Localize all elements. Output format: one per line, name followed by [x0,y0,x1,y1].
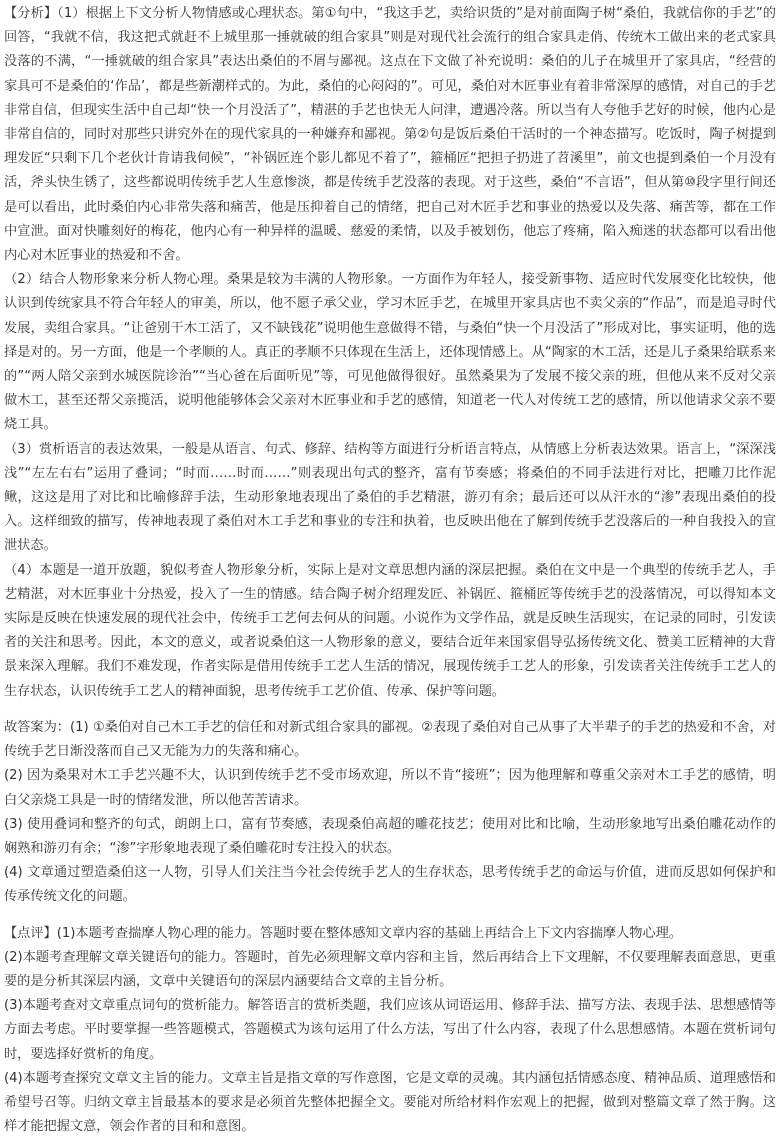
analysis-paragraph-4: （4）本题是一道开放题，貌似考查人物形象分析，实际上是对文章思想内涵的深层把握。桑伯在文中是一个典型的传统手艺人，手艺精湛，对木匠事业十分热爱，投入了一生的情感。结合陶子树介绍理发匠、补锅匠、箍桶匠等传统手艺的没落情况，可以得知本文实际是反映在快速发展的现代社会中，传统手工艺何去何从的问题。小说作为文学作品，就是反映生活现实，在记录的同时，引发读者的关注和思考。因此，本文的意义，或者说桑伯这一人物形象的意义，要结合近年来国家倡导弘扬传统文化、赞美工匠精神的大背景来深入理解。我们不难发现，作者实际是借用传统手工艺人生活的情况，展现传统手工艺人的形象，引发读者关注传统手工艺人的生存状态，认识传统手工艺人的精神面貌，思考传统手工艺价值、传承、保护等问题。 [4,562,776,699]
answer-item-1: 故答案为：(1) ①桑伯对自己木工手艺的信任和对新式组合家具的鄙视。②表现了桑伯对自己从事了大半辈子的手艺的热爱和不舍，对传统手艺日渐没落而自己又无能为力的失落和痛心。 [4,719,776,760]
comment-item-1: 【点评】(1)本题考查揣摩人物心理的能力。答题时要在整体感知文章内容的基础上再结合上下文内容揣摩人物心理。 [4,925,683,941]
comment-item-3: (3)本题考查对文章重点词句的赏析能力。解答语言的赏析类题，我们应该从词语运用、修辞手法、描写方法、表现手法、思想感情等方面去考虑。平时要掌握一些答题模式，答题模式为该句运用了什么方法，写出了什么内容，表现了什么思想感情。本题在赏析词句时，要选择好赏析的角度。 [4,998,776,1062]
analysis-section [4,2,776,704]
comments-section [4,922,776,1139]
section-spacer [4,910,776,922]
answer-item-3: (3) 使用叠词和整齐的句式，朗朗上口，富有节奏感，表现桑伯高超的雕花技艺；使用对比和比喻，生动形象地写出桑伯雕花动作的娴熟和游刃有余；“渗”字形象地表现了桑伯雕花时专注投入的状态。 [4,816,776,856]
answers-section [4,716,776,910]
comment-item-4: (4)本题考查探究文章文主旨的能力。文章主旨是指文章的写作意图，它是文章的灵魂。其内涵包括情感态度、精神品质、道理感悟和希望号召等。归纳文章主旨最基本的要求是必须首先整体把握全文。要能对所给材料作宏观上的把握，做到对整篇文章了然于胸。这样才能把握文意，领会作者的目和和意图。 [4,1070,776,1135]
section-spacer [4,704,776,716]
analysis-paragraph-1: 【分析】（1）根据上下文分析人物情感或心理状态。第①句中，“我这手艺，卖给识货的”是对前面陶子树“桑伯，我就信你的手艺”的回答，“我就不信，我这把式就赶不上城里那一捶就破的组合家具”则是对现代社会流行的组合家具走俏、传统木工做出来的老式家具没落的不满，“一捶就破的组合家具”表达出桑伯的不屑与鄙视。这点在下文做了补充说明：桑伯的儿子在城里开了家具店，“经营的家具可不是桑伯的‘作品’，都是些新潮样式的。为此，桑伯的心闷闷的”。可见，桑伯对木匠事业有着非常深厚的感情，对自己的手艺非常自信，但现实生活中自己却“快一个月没活了”，精湛的手艺也快无人问津，遭遇冷落。所以当有人夸他手艺好的时候，他内心是非常自信的，同时对那些只讲究外在的现代家具的一种嫌弃和鄙视。第②句是饭后桑伯干活时的一个神态描写。吃饭时，陶子树提到理发匠“只剩下几个老伙计肯请我伺候”，“补锅匠连个影儿都见不着了”，箍桶匠“把担子扔进了苕溪里”，前文也提到桑伯一个月没有活，斧头快生锈了，这些都说明传统手艺人生意惨淡，都是传统手艺没落的表现。对于这些，桑伯“不言语”，但从第⑩段字里行间还是可以看出，此时桑伯内心非常失落和痛苦，他是压抑着自己的情绪，把自己对木匠手艺和事业的热爱以及失落、痛苦等，都在工作中宣泄。面对快雕刻好的梅花，他内心有一种异样的温暖、慈爱的柔情，以及手被划伤，他忘了疼痛，陷入痴迷的状态都可以看出他内心对木匠事业的热爱和不舍。 [4,6,776,264]
answer-item-2: (2) 因为桑果对木工手艺兴趣不大，认识到传统手艺不受市场欢迎，所以不肯“接班”；因为他理解和尊重父亲对木工手艺的感情，明白父亲烧工具是一时的情绪发泄，所以他苦苦请求。 [4,768,776,808]
answer-item-4: (4) 文章通过塑造桑伯这一人物，引导人们关注当今社会传统手艺人的生存状态，思考传统手艺的命运与价值，进而反思如何保护和传承传统文化的问题。 [4,865,776,905]
analysis-paragraph-2: （2）结合人物形象来分析人物心理。桑果是较为丰满的人物形象。一方面作为年轻人，接受新事物、适应时代发展变化比较快，他认识到传统家具不符合年轻人的审美，所以，他不愿子承父业，学习木匠手艺，在城里开家具店也不卖父亲的“作品”，而是追寻时代发展，卖组合家具。“让爸别干木工活了，又不缺钱花”说明他生意做得不错，与桑伯“快一个月没活了”形成对比，事实证明，他的选择是对的。另一方面，他是一个孝顺的人。真正的孝顺不只体现在生活上，还体现情感上。从“陶家的木工活，还是儿子桑果给联系来的”“两人陪父亲到水城医院诊治”“当心爸在后面听见”等，可见他做得很好。虽然桑果为了发展不接父亲的班，但他从来不反对父亲做木工，甚至还帮父亲揽活，说明他能够体会父亲对木匠事业和手艺的感情，知道老一代人对传统工艺的感情，所以他请求父亲不要烧工具。 [4,272,776,433]
analysis-paragraph-3: （3）赏析语言的表达效果，一般是从语言、句式、修辞、结构等方面进行分析语言特点，从情感上分析表达效果。语言上，“深深浅浅”“左左右右”运用了叠词；“时而……时而……”则表现出句式的整齐，富有节奏感；将桑伯的不同手法进行对比，把雕刀比作泥鳅，这这是用了对比和比喻修辞手法，生动形象地表现出了桑伯的手艺精湛，游刃有余；最后还可以从汗水的“渗”表现出桑伯的投入。这样细致的描写，传神地表现了桑伯对木工手艺和事业的专注和执着，也反映出他在了解到传统手艺没落后的一种自我投入的宣泄状态。 [4,441,776,554]
comment-item-2: (2)本题考查理解文章关键语句的能力。答题时，首先必须理解文章内容和主旨，然后再结合上下文理解，不仅要理解表面意思，更重要的是分析其深层内涵，文章中关键语句的深层内涵要结合文章的主旨分析。 [4,949,776,989]
